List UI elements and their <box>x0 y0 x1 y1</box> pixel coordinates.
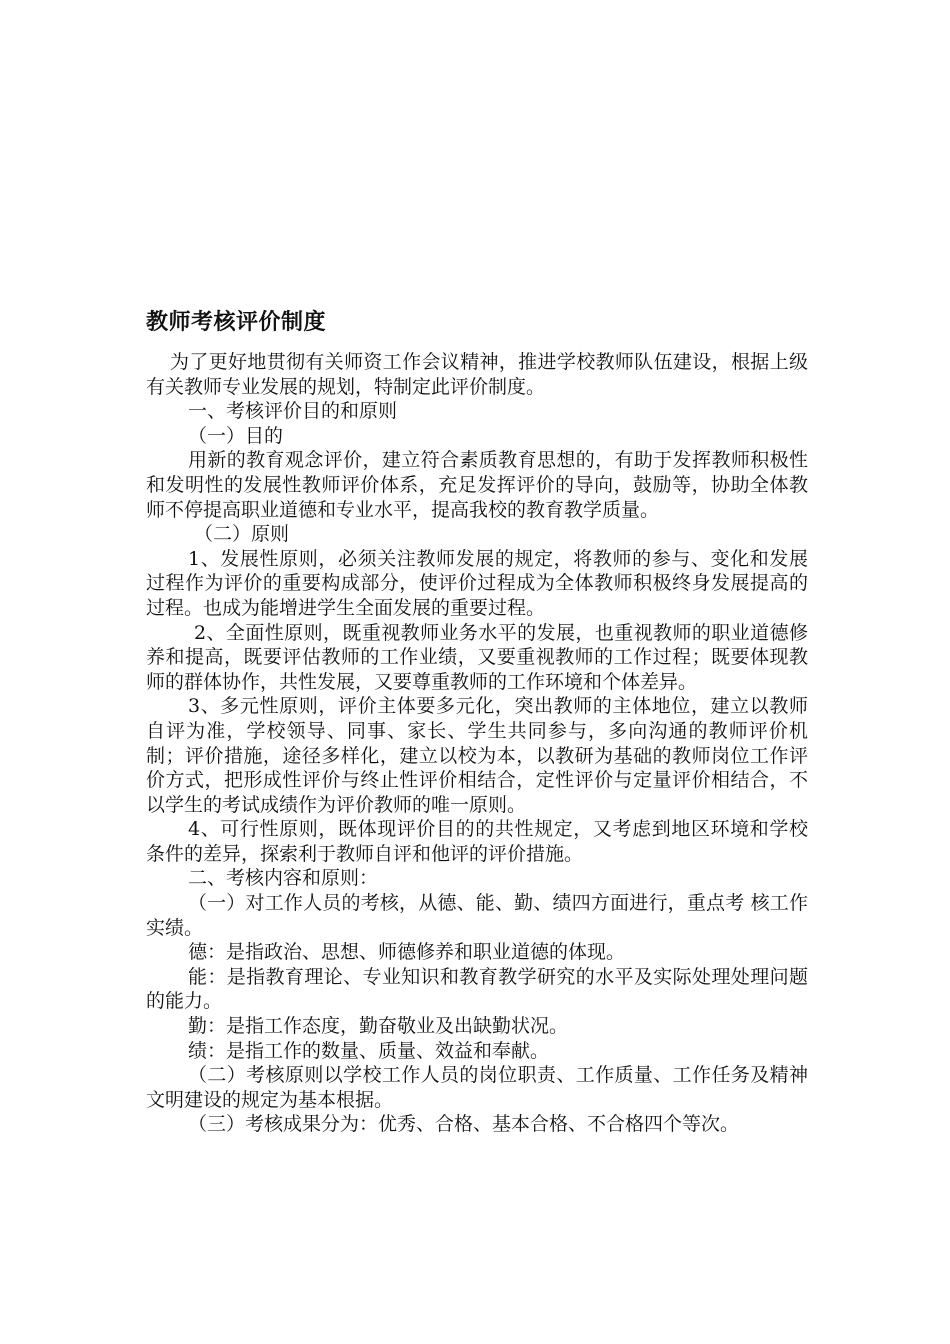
paragraph-principle-4: 4、可行性原则，既体现评价目的的共性规定，又考虑到地区环境和学校条件的差异，探索利于教师自评和他评的评价措施。 <box>146 818 808 865</box>
paragraph-principle-1: 1、发展性原则，必须关注教师发展的规定，将教师的参与、变化和发展过程作为评价的重要构成部分，使评价过程成为全体教师积极终身发展提高的过程。也成为能增进学生全面发展的重要过程。 <box>146 547 808 619</box>
paragraph-assessment-basis: （二）考核原则以学校工作人员的岗位职责、工作质量、工作任务及精神文明建设的规定为基本根据。 <box>146 1064 808 1111</box>
paragraph-assessment-grades: （三）考核成果分为：优秀、合格、基本合格、不合格四个等次。 <box>188 1113 740 1136</box>
paragraph-intro: 为了更好地贯彻有关师资工作会议精神，推进学校教师队伍建设，根据上级有关教师专业发展的规划，特制定此评价制度。 <box>146 351 808 398</box>
paragraph-ability: 能：是指教育理论、专业知识和教育教学研究的水平及实际处理处理问题的能力。 <box>146 965 808 1013</box>
paragraph-assessment-scope: （一）对工作人员的考核，从德、能、勤、绩四方面进行，重点考 核工作实绩。 <box>146 892 808 939</box>
section-heading-1: 一、考核评价目的和原则 <box>188 400 398 423</box>
paragraph-diligence: 勤：是指工作态度，勤奋敬业及出缺勤状况。 <box>188 1015 569 1038</box>
document-page <box>146 308 808 1137</box>
paragraph-principle-2: 2、全面性原则，既重视教师业务水平的发展，也重视教师的职业道德修养和提高，既要评估教师的工作业绩，又要重视教师的工作过程；既要体现教师的群体协作，共性发展，又要尊重教师的工作环境和个体差异。 <box>146 621 808 693</box>
paragraph-virtue: 德：是指政治、思想、师德修养和职业道德的体现。 <box>188 941 626 964</box>
paragraph-performance: 绩：是指工作的数量、质量、效益和奉献。 <box>188 1039 550 1062</box>
paragraph-purpose: 用新的教育观念评价，建立符合素质教育思想的，有助于发挥教师积极性和发明性的发展性教师评价体系，充足发挥评价的导向，鼓励等，协助全体教师不停提高职业道德和专业水平，提高我校的教育教学质量。 <box>146 449 808 521</box>
paragraph-principle-3: 3、多元性原则，评价主体要多元化，突出教师的主体地位，建立以教师自评为准，学校领导、同事、家长、学生共同参与，多向沟通的教师评价机制；评价措施，途径多样化，建立以校为本，以教研为基础的教师岗位工作评价方式，把形成性评价与终止性评价相结合，定性评价与定量评价相结合，不以学生的考试成绩作为评价教师的唯一原则。 <box>146 695 808 816</box>
page-title: 教师考核评价制度 <box>146 310 327 335</box>
subsection-heading-purpose: （一）目的 <box>188 424 284 447</box>
section-heading-2: 二、考核内容和原则： <box>188 867 379 890</box>
subsection-heading-principles: （二）原则 <box>194 523 290 546</box>
